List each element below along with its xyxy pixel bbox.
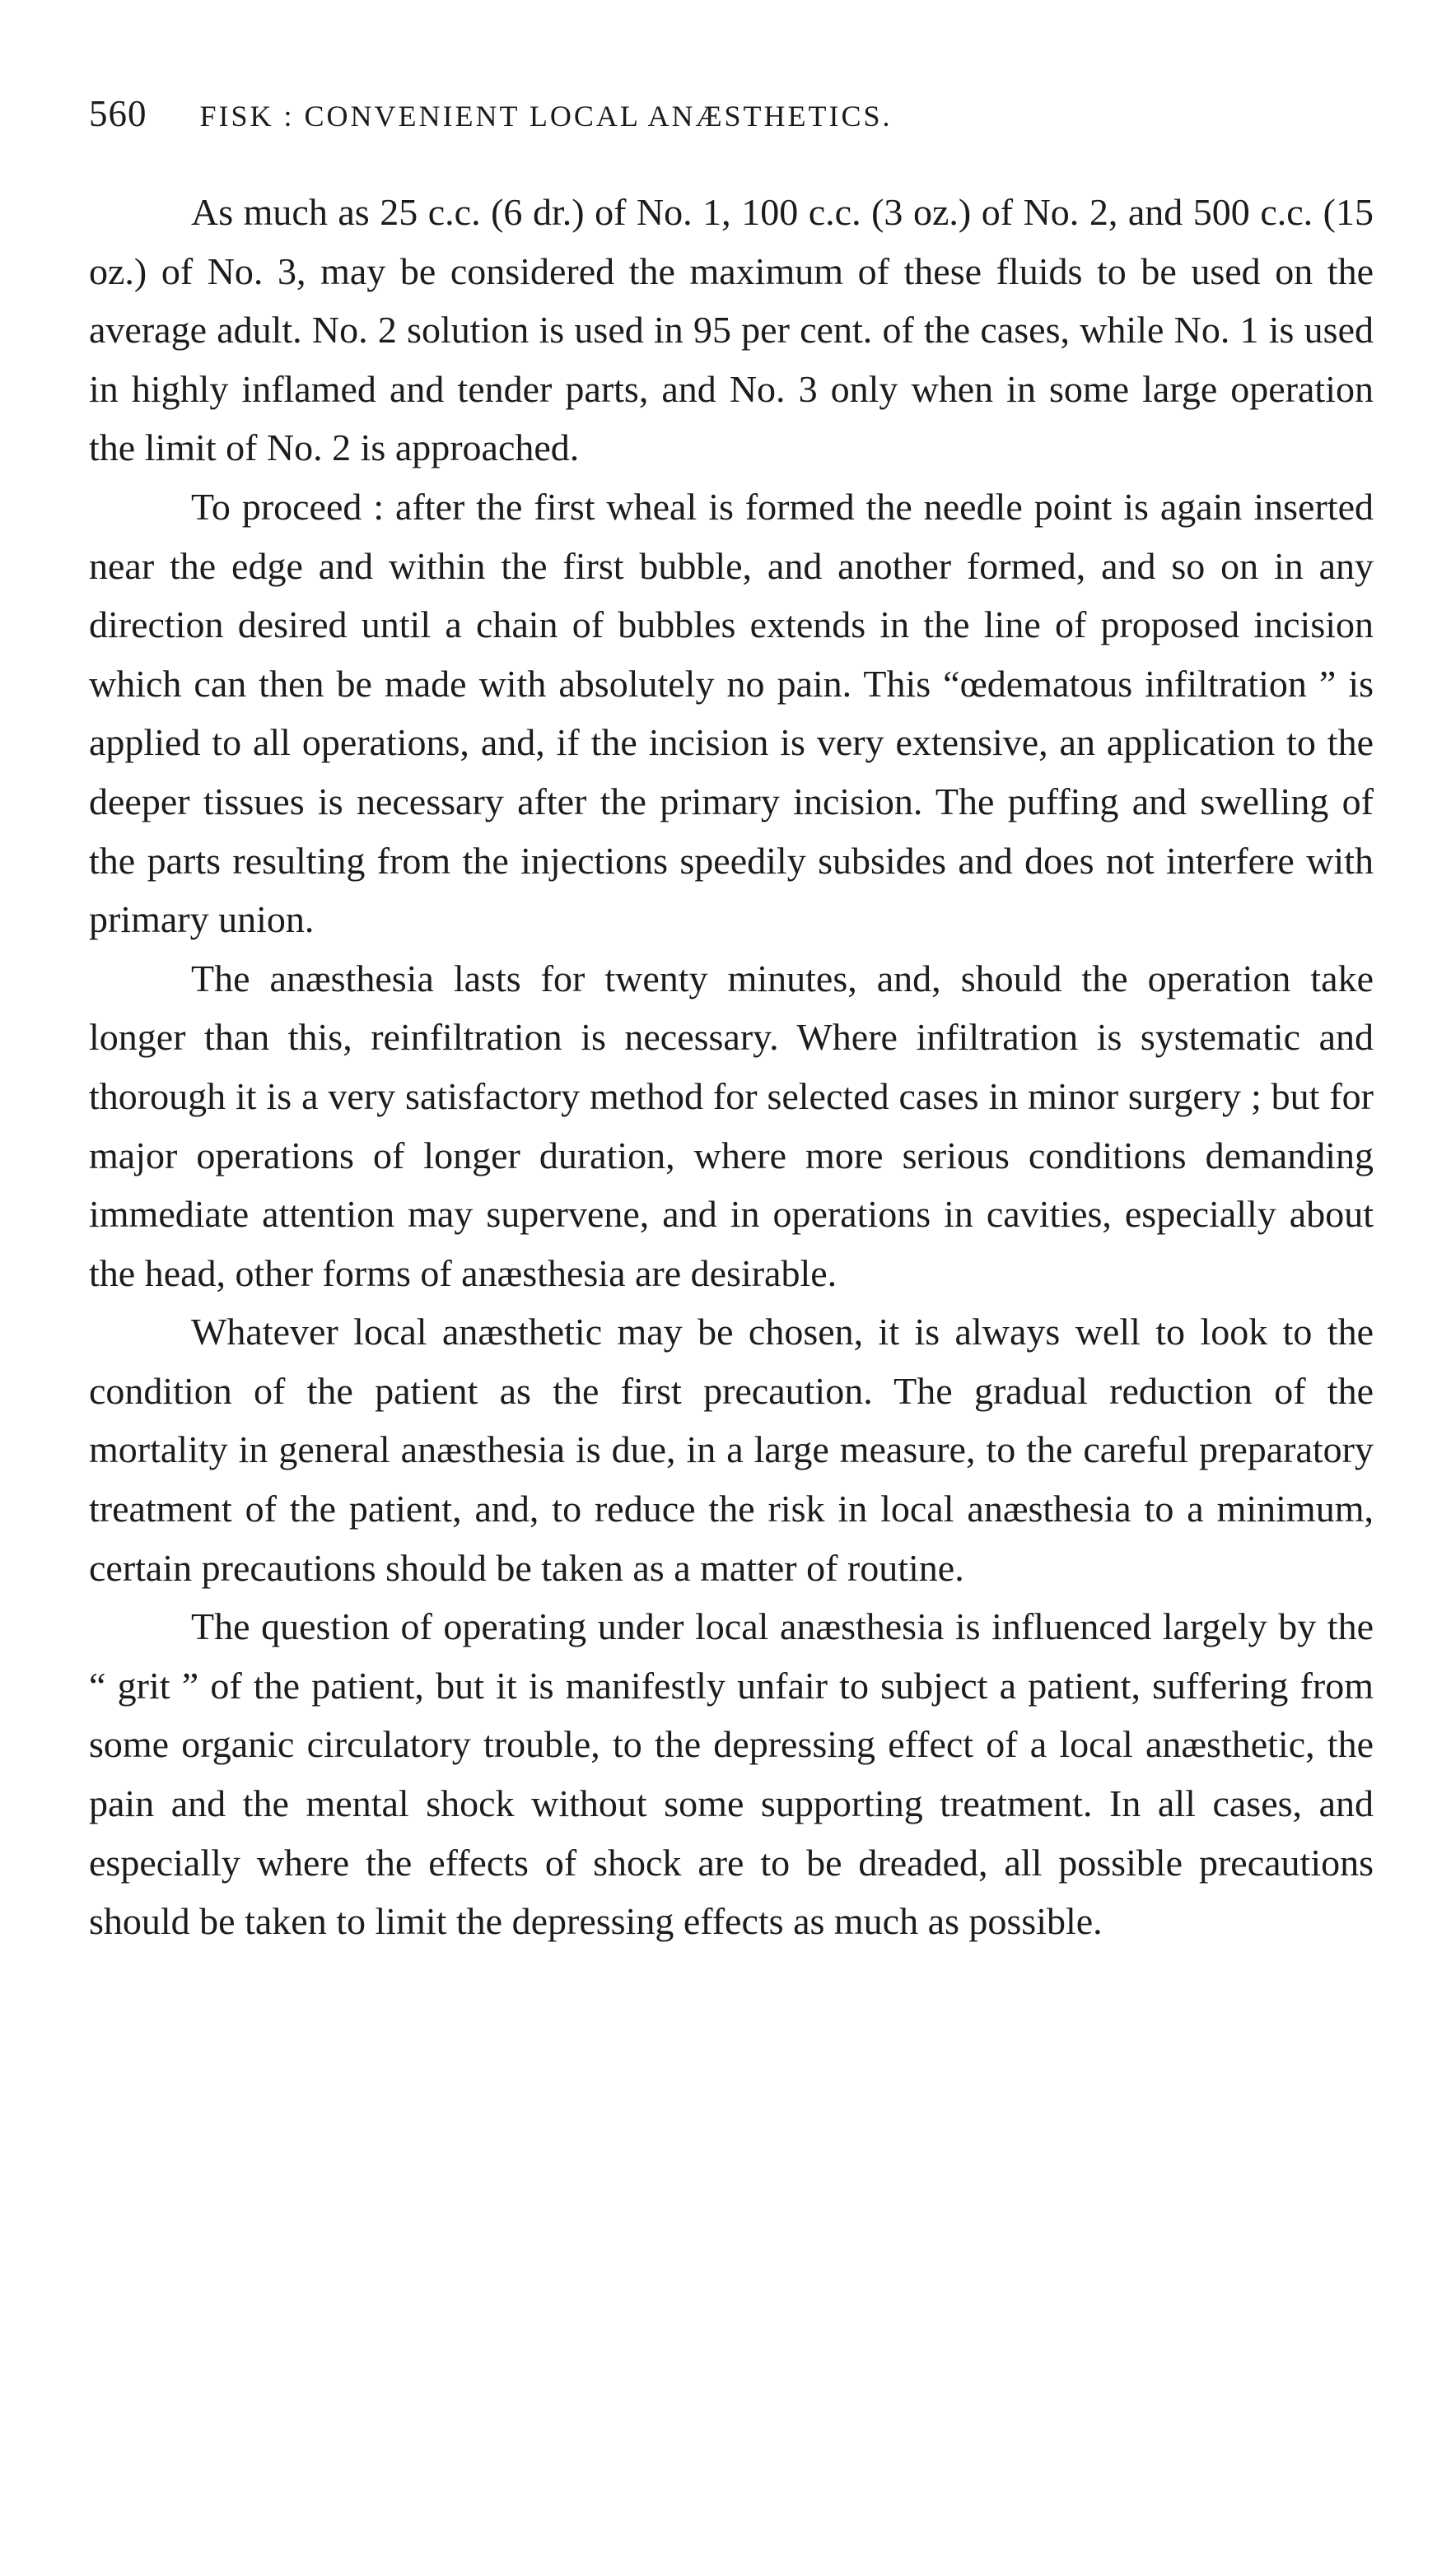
- paragraph-duration: The anæsthesia lasts for twenty minutes, and, should the operation take longer than this, reinfiltration is necessary. Where infiltration is systematic and thorough it is a very satisfactory method for selected cases in minor surgery ; but for major operations of longer duration, where more serious conditions demanding immediate attention may supervene, and in operations in cavities, especially about the head, other forms of anæsthesia are desirable.: [89, 957, 1374, 1294]
- body-text: [89, 183, 1374, 1951]
- paragraph-procedure: To proceed : after the first wheal is formed the needle point is again inserted near the edge and within the first bubble, and another formed, and so on in any direction desired until a chain of bubbles extends in the line of proposed incision which can then be made with absolutely no pain. This “œdematous infiltration ” is applied to all operations, and, if the incision is very extensive, an application to the deeper tissues is necessary after the primary incision. The puffing and swelling of the parts resulting from the injections speedily subsides and does not interfere with primary union.: [89, 485, 1374, 941]
- paragraph-precautions: Whatever local anæsthetic may be chosen, it is always well to look to the condition of the patient as the first precaution. The gradual reduction of the mortality in general anæsthesia is due, in a large measure, to the careful preparatory treatment of the patient, and, to reduce the risk in local anæsthesia to a minimum, certain precautions should be taken as a matter of routine.: [89, 1311, 1374, 1589]
- running-head: [89, 92, 1374, 142]
- paragraph-max-dosage: As much as 25 c.c. (6 dr.) of No. 1, 100 c.c. (3 oz.) of No. 2, and 500 c.c. (15 oz.) of No. 3, may be considered the maximum of these fluids to be used on the average adult. No. 2 solution is used in 95 per cent. of the cases, while No. 1 is used in highly inflamed and tender parts, and No. 3 only when in some large operation the limit of No. 2 is approached.: [89, 191, 1374, 469]
- page-number: 560: [89, 93, 147, 134]
- running-head-title: FISK : CONVENIENT LOCAL ANÆSTHETICS.: [199, 100, 893, 133]
- paragraph-patient-grit: The question of operating under local anæsthesia is influenced largely by the “ grit ” of the patient, but it is manifestly unfair to subject a patient, suffering from some organic circulatory trouble, to the depressing effect of a local anæsthetic, the pain and the mental shock without some supporting treatment. In all cases, and especially where the effects of shock are to be dreaded, all possible precautions should be taken to limit the depressing effects as much as possible.: [89, 1605, 1374, 1943]
